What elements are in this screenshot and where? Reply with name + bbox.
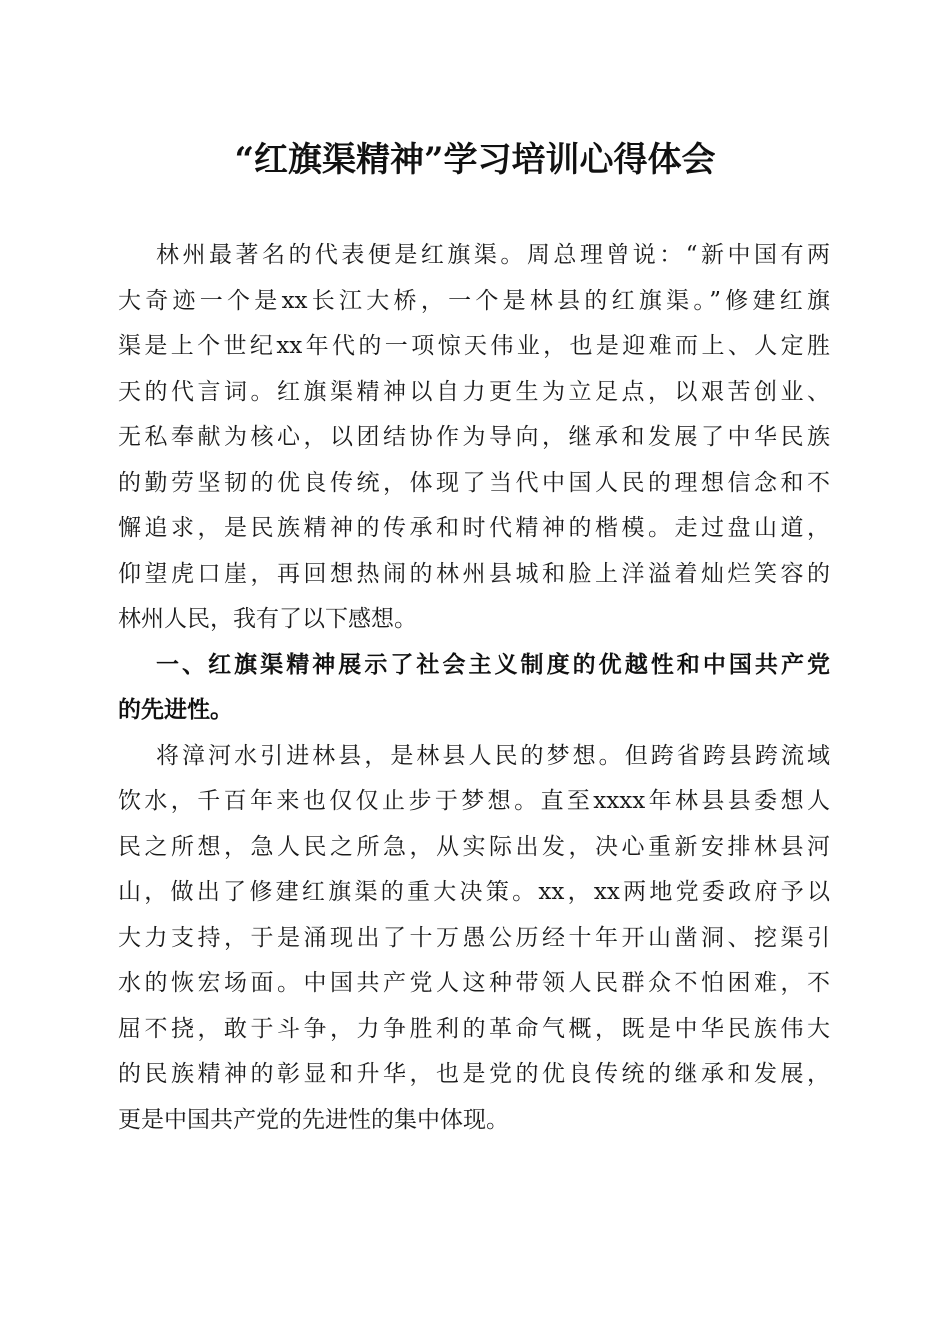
paragraph-2-line-2: 饮水，千百年来也仅仅止步于梦想。直至xxxx年林县县委想人 bbox=[118, 788, 830, 814]
paragraph-2-line-3: 民之所想，急人民之所急，从实际出发，决心重新安排林县河 bbox=[118, 833, 830, 860]
paragraph-2-line-4: 山，做出了修建红旗渠的重大决策。xx，xx两地党委政府予以 bbox=[118, 879, 830, 905]
paragraph-1-line-2: 大奇迹一个是xx长江大桥，一个是林县的红旗渠。”修建红旗 bbox=[118, 287, 830, 314]
paragraph-1-line-4: 天的代言词。红旗渠精神以自力更生为立足点，以艰苦创业、 bbox=[118, 378, 830, 405]
paragraph-2-line-6: 水的恢宏场面。中国共产党人这种带领人民群众不怕困难，不 bbox=[118, 970, 830, 996]
paragraph-2-line-9: 更是中国共产党的先进性的集中体现。 bbox=[118, 1106, 509, 1133]
paragraph-2-line-5: 大力支持，于是涌现出了十万愚公历经十年开山凿洞、挖渠引 bbox=[118, 924, 830, 951]
paragraph-1-line-8: 仰望虎口崖，再回想热闹的林州县城和脸上洋溢着灿烂笑容的 bbox=[118, 560, 830, 587]
paragraph-1-line-1: 林州最著名的代表便是红旗渠。周总理曾说：“新中国有两 bbox=[156, 242, 830, 268]
paragraph-1-line-9: 林州人民，我有了以下感想。 bbox=[118, 606, 417, 632]
paragraph-1-line-6: 的勤劳坚韧的优良传统，体现了当代中国人民的理想信念和不 bbox=[118, 469, 830, 496]
paragraph-2-line-1: 将漳河水引进林县，是林县人民的梦想。但跨省跨县跨流域 bbox=[156, 742, 830, 769]
paragraph-1-line-7: 懈追求，是民族精神的传承和时代精神的楷模。走过盘山道， bbox=[118, 515, 830, 541]
document-title: “红旗渠精神”学习培训心得体会 bbox=[234, 140, 716, 180]
paragraph-1-line-5: 无私奉献为核心，以团结协作为导向，继承和发展了中华民族 bbox=[118, 424, 830, 450]
section-heading-line-1: 一、红旗渠精神展示了社会主义制度的优越性和中国共产党 bbox=[156, 651, 830, 678]
document-body bbox=[118, 233, 830, 1143]
paragraph-1-line-3: 渠是上个世纪xx年代的一项惊天伟业，也是迎难而上、人定胜 bbox=[118, 333, 830, 359]
paragraph-2-line-8: 的民族精神的彰显和升华，也是党的优良传统的继承和发展， bbox=[118, 1061, 830, 1087]
paragraph-2-line-7: 屈不挠，敢于斗争，力争胜利的革命气概，既是中华民族伟大 bbox=[118, 1015, 830, 1042]
section-heading-line-2: 的先进性。 bbox=[118, 697, 233, 723]
